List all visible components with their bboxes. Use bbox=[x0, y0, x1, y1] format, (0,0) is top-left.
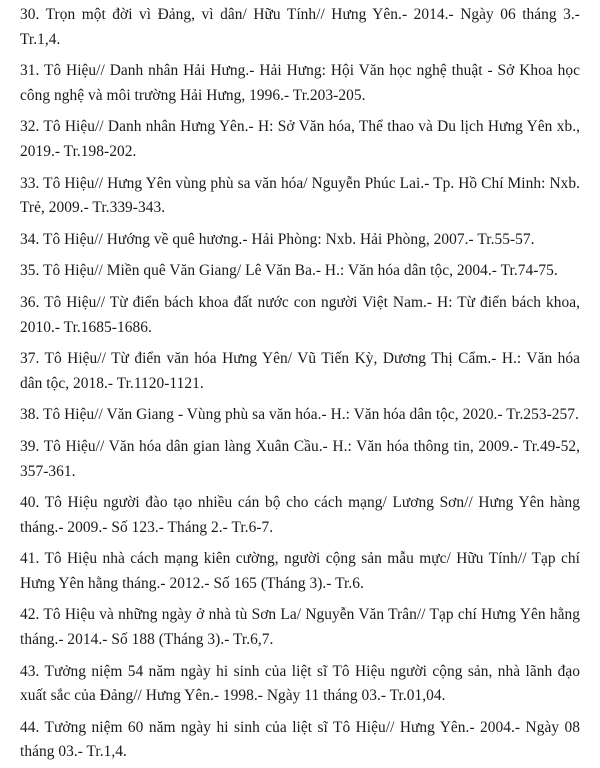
reference-entry-36: 36. Tô Hiệu// Từ điển bách khoa đất nước con người Việt Nam.- H: Từ điển bách khoa, 2010.- Tr.1685-1686. bbox=[20, 293, 580, 336]
reference-entry-44: 44. Tưởng niệm 60 năm ngày hi sinh của liệt sĩ Tô Hiệu// Hưng Yên.- 2004.- Ngày 08 tháng 03.- Tr.1,4. bbox=[20, 718, 580, 761]
reference-entry-31: 31. Tô Hiệu// Danh nhân Hải Hưng.- Hải Hưng: Hội Văn học nghệ thuật - Sở Khoa học công nghệ và môi trường Hải Hưng, 1996.- Tr.203-205. bbox=[20, 62, 580, 104]
reference-entry-37: 37. Tô Hiệu// Từ điển văn hóa Hưng Yên/ Vũ Tiến Kỳ, Dương Thị Cẩm.- H.: Văn hóa dân tộc, 2018.- Tr.1120-1121. bbox=[20, 350, 580, 392]
reference-entry-39: 39. Tô Hiệu// Văn hóa dân gian làng Xuân Cầu.- H.: Văn hóa thông tin, 2009.- Tr.49-52, 357-361. bbox=[20, 437, 580, 480]
reference-entry-32: 32. Tô Hiệu// Danh nhân Hưng Yên.- H: Sở Văn hóa, Thể thao và Du lịch Hưng Yên xb., 2019.- Tr.198-202. bbox=[20, 118, 580, 160]
reference-entry-43: 43. Tưởng niệm 54 năm ngày hi sinh của liệt sĩ Tô Hiệu người cộng sản, nhà lãnh đạo xuất sắc của Đảng// Hưng Yên.- 1998.- Ngày 11 tháng 03.- Tr.01,04. bbox=[20, 662, 580, 705]
reference-entry-41: 41. Tô Hiệu nhà cách mạng kiên cường, người cộng sản mẫu mực/ Hữu Tính// Tạp chí Hưng Yên hằng tháng.- 2012.- Số 165 (Tháng 3).- Tr.6. bbox=[20, 550, 580, 592]
reference-entry-34: 34. Tô Hiệu// Hướng về quê hương.- Hải Phòng: Nxb. Hải Phòng, 2007.- Tr.55-57. bbox=[20, 230, 535, 248]
reference-entry-35: 35. Tô Hiệu// Miền quê Văn Giang/ Lê Văn Ba.- H.: Văn hóa dân tộc, 2004.- Tr.74-75. bbox=[20, 262, 558, 280]
reference-entry-30: 30. Trọn một đời vì Đảng, vì dân/ Hữu Tính// Hưng Yên.- 2014.- Ngày 06 tháng 3.- Tr.1,4. bbox=[20, 6, 580, 48]
reference-entry-42: 42. Tô Hiệu và những ngày ở nhà tù Sơn La/ Nguyễn Văn Trân// Tạp chí Hưng Yên hằng tháng.- 2014.- Số 188 (Tháng 3).- Tr.6,7. bbox=[20, 606, 580, 649]
reference-entry-40: 40. Tô Hiệu người đào tạo nhiều cán bộ cho cách mạng/ Lương Sơn// Hưng Yên hàng tháng.- 2009.- Số 123.- Tháng 2.- Tr.6-7. bbox=[20, 494, 580, 536]
reference-entry-33: 33. Tô Hiệu// Hưng Yên vùng phù sa văn hóa/ Nguyễn Phúc Lai.- Tp. Hồ Chí Minh: Nxb. Trẻ, 2009.- Tr.339-343. bbox=[20, 174, 580, 217]
reference-entry-38: 38. Tô Hiệu// Văn Giang - Vùng phù sa văn hóa.- H.: Văn hóa dân tộc, 2020.- Tr.253-257. bbox=[20, 406, 579, 424]
